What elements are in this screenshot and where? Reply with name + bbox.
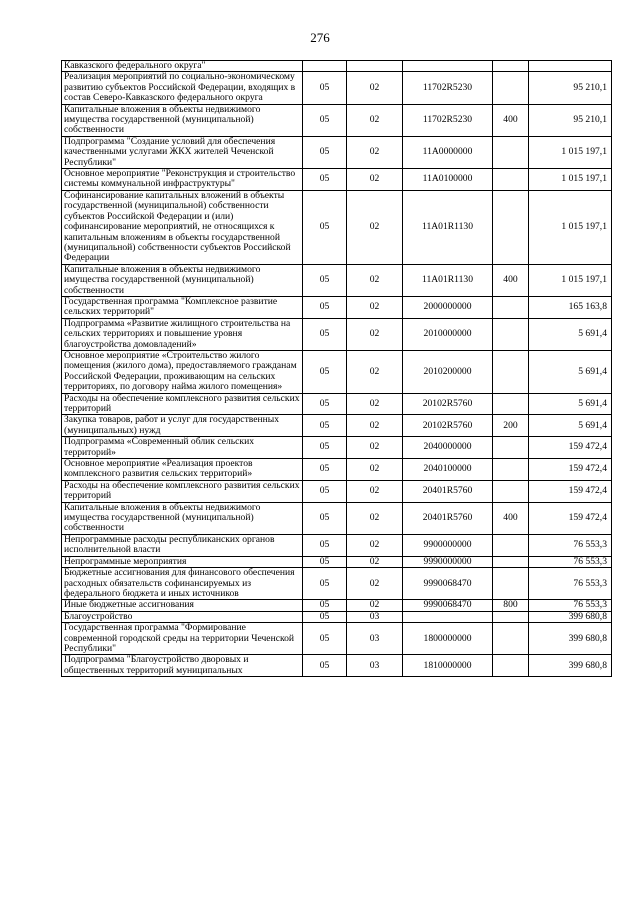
section-code-cell: 05 [303, 350, 347, 393]
table-row [62, 415, 612, 437]
section-code-cell: 05 [303, 600, 347, 611]
section-code-cell: 05 [303, 556, 347, 567]
target-article-cell: 11А0000000 [403, 136, 493, 168]
amount-cell: 399 680,8 [529, 623, 612, 655]
row-name-cell: Подпрограмма «Современный облик сельских территорий» [62, 437, 303, 459]
target-article-cell: 2010000000 [403, 318, 493, 350]
expense-type-cell: 400 [493, 502, 529, 534]
target-article-cell: 1810000000 [403, 655, 493, 677]
target-article-cell: 20102R5760 [403, 393, 493, 415]
table-row [62, 556, 612, 567]
expense-type-cell [493, 318, 529, 350]
row-name-cell: Подпрограмма "Благоустройство дворовых и общественных территорий муниципальных [62, 655, 303, 677]
section-code-cell [303, 61, 347, 72]
subsection-code-cell: 02 [347, 502, 403, 534]
section-code-cell: 05 [303, 623, 347, 655]
section-code-cell: 05 [303, 264, 347, 296]
amount-cell: 399 680,8 [529, 611, 612, 622]
expense-type-cell [493, 169, 529, 191]
row-name-cell: Расходы на обеспечение комплексного развития сельских территорий [62, 393, 303, 415]
amount-cell: 1 015 197,1 [529, 190, 612, 264]
section-code-cell: 05 [303, 480, 347, 502]
table-row [62, 104, 612, 136]
target-article-cell: 20102R5760 [403, 415, 493, 437]
amount-cell: 1 015 197,1 [529, 264, 612, 296]
amount-cell: 159 472,4 [529, 502, 612, 534]
row-name-cell: Подпрограмма "Создание условий для обеспечения качественными услугами ЖКХ жителей Чеченской Республики" [62, 136, 303, 168]
section-code-cell: 05 [303, 296, 347, 318]
section-code-cell: 05 [303, 393, 347, 415]
expense-type-cell [493, 350, 529, 393]
table-row [62, 568, 612, 600]
expense-type-cell [493, 393, 529, 415]
row-name-cell: Софинансирование капитальных вложений в объекты государственной (муниципальной) собственности субъектов Российской Федерации и (или) софинансирование мероприятий, не относящихся к капитальным вложениям в объекты государственной (муниципальной) собственности субъектов Российской Федерации [62, 190, 303, 264]
subsection-code-cell: 02 [347, 437, 403, 459]
table-row [62, 534, 612, 556]
section-code-cell: 05 [303, 72, 347, 104]
amount-cell: 1 015 197,1 [529, 136, 612, 168]
subsection-code-cell: 03 [347, 623, 403, 655]
target-article-cell: 11А01R1130 [403, 190, 493, 264]
amount-cell: 399 680,8 [529, 655, 612, 677]
row-name-cell: Основное мероприятие "Реконструкция и строительство системы коммунальной инфраструктуры" [62, 169, 303, 191]
row-name-cell: Бюджетные ассигнования для финансового обеспечения расходных обязательств софинансируемых из федерального бюджета и иных источников [62, 568, 303, 600]
section-code-cell: 05 [303, 568, 347, 600]
row-name-cell: Подпрограмма «Развитие жилищного строительства на сельских территориях и повышение уровня благоустройства домовладений» [62, 318, 303, 350]
expense-type-cell [493, 655, 529, 677]
row-name-cell: Иные бюджетные ассигнования [62, 600, 303, 611]
section-code-cell: 05 [303, 169, 347, 191]
expense-type-cell [493, 556, 529, 567]
amount-cell: 95 210,1 [529, 72, 612, 104]
expense-type-cell [493, 61, 529, 72]
target-article-cell: 20401R5760 [403, 502, 493, 534]
amount-cell: 76 553,3 [529, 534, 612, 556]
section-code-cell: 05 [303, 611, 347, 622]
table-row [62, 437, 612, 459]
section-code-cell: 05 [303, 318, 347, 350]
subsection-code-cell: 02 [347, 318, 403, 350]
subsection-code-cell: 02 [347, 600, 403, 611]
target-article-cell: 1800000000 [403, 623, 493, 655]
amount-cell: 159 472,4 [529, 437, 612, 459]
row-name-cell: Непрограммные расходы республиканских органов исполнительной власти [62, 534, 303, 556]
subsection-code-cell: 02 [347, 459, 403, 481]
subsection-code-cell: 02 [347, 264, 403, 296]
target-article-cell: 11А0100000 [403, 169, 493, 191]
amount-cell: 5 691,4 [529, 350, 612, 393]
target-article-cell [403, 61, 493, 72]
row-name-cell: Закупка товаров, работ и услуг для государственных (муниципальных) нужд [62, 415, 303, 437]
row-name-cell: Расходы на обеспечение комплексного развития сельских территорий [62, 480, 303, 502]
target-article-cell: 9900000000 [403, 534, 493, 556]
table-row [62, 623, 612, 655]
row-name-cell: Капитальные вложения в объекты недвижимого имущества государственной (муниципальной) собственности [62, 104, 303, 136]
expense-type-cell [493, 459, 529, 481]
section-code-cell: 05 [303, 104, 347, 136]
target-article-cell [403, 611, 493, 622]
amount-cell: 5 691,4 [529, 393, 612, 415]
table-row [62, 459, 612, 481]
table-row [62, 190, 612, 264]
table-row [62, 350, 612, 393]
amount-cell: 76 553,3 [529, 568, 612, 600]
table-row [62, 296, 612, 318]
expense-type-cell [493, 437, 529, 459]
amount-cell: 76 553,3 [529, 600, 612, 611]
expense-type-cell [493, 296, 529, 318]
target-article-cell: 11А01R1130 [403, 264, 493, 296]
row-name-cell: Основное мероприятие «Строительство жилого помещения (жилого дома), предоставляемого гражданам Российской Федерации, проживающим на сельских территориях, по договору найма жилого помещения» [62, 350, 303, 393]
target-article-cell: 20401R5760 [403, 480, 493, 502]
row-name-cell: Капитальные вложения в объекты недвижимого имущества государственной (муниципальной) собственности [62, 264, 303, 296]
target-article-cell: 9990000000 [403, 556, 493, 567]
section-code-cell: 05 [303, 655, 347, 677]
table-row [62, 480, 612, 502]
amount-cell [529, 61, 612, 72]
subsection-code-cell: 02 [347, 534, 403, 556]
row-name-cell: Непрограммные мероприятия [62, 556, 303, 567]
subsection-code-cell: 02 [347, 350, 403, 393]
expense-type-cell [493, 190, 529, 264]
target-article-cell: 11702R5230 [403, 72, 493, 104]
target-article-cell: 2040100000 [403, 459, 493, 481]
table-row [62, 264, 612, 296]
row-name-cell: Государственная программа "Комплексное развитие сельских территорий" [62, 296, 303, 318]
table-row [62, 318, 612, 350]
expense-type-cell [493, 611, 529, 622]
section-code-cell: 05 [303, 415, 347, 437]
subsection-code-cell: 02 [347, 136, 403, 168]
table-row [62, 61, 612, 72]
section-code-cell: 05 [303, 190, 347, 264]
subsection-code-cell: 02 [347, 190, 403, 264]
budget-table-body [62, 61, 612, 677]
table-row [62, 655, 612, 677]
table-row [62, 136, 612, 168]
table-row [62, 502, 612, 534]
target-article-cell: 2040000000 [403, 437, 493, 459]
expense-type-cell [493, 568, 529, 600]
target-article-cell: 2010200000 [403, 350, 493, 393]
subsection-code-cell: 02 [347, 393, 403, 415]
amount-cell: 159 472,4 [529, 480, 612, 502]
section-code-cell: 05 [303, 459, 347, 481]
section-code-cell: 05 [303, 136, 347, 168]
expense-type-cell: 400 [493, 264, 529, 296]
subsection-code-cell: 02 [347, 72, 403, 104]
row-name-cell: Кавказского федерального округа" [62, 61, 303, 72]
subsection-code-cell: 02 [347, 296, 403, 318]
subsection-code-cell: 02 [347, 480, 403, 502]
subsection-code-cell: 02 [347, 415, 403, 437]
expense-type-cell: 400 [493, 104, 529, 136]
expense-type-cell [493, 534, 529, 556]
target-article-cell: 11702R5230 [403, 104, 493, 136]
amount-cell: 95 210,1 [529, 104, 612, 136]
page-number: 276 [310, 30, 330, 45]
subsection-code-cell: 03 [347, 655, 403, 677]
subsection-code-cell: 02 [347, 104, 403, 136]
subsection-code-cell: 02 [347, 169, 403, 191]
amount-cell: 5 691,4 [529, 415, 612, 437]
subsection-code-cell: 03 [347, 611, 403, 622]
expense-type-cell [493, 136, 529, 168]
table-row [62, 72, 612, 104]
target-article-cell: 9990068470 [403, 568, 493, 600]
section-code-cell: 05 [303, 437, 347, 459]
table-row [62, 611, 612, 622]
row-name-cell: Основное мероприятие «Реализация проектов комплексного развития сельских территорий» [62, 459, 303, 481]
target-article-cell: 9990068470 [403, 600, 493, 611]
expense-type-cell [493, 480, 529, 502]
table-row [62, 393, 612, 415]
subsection-code-cell [347, 61, 403, 72]
expense-type-cell: 800 [493, 600, 529, 611]
amount-cell: 1 015 197,1 [529, 169, 612, 191]
row-name-cell: Благоустройство [62, 611, 303, 622]
table-row [62, 600, 612, 611]
amount-cell: 165 163,8 [529, 296, 612, 318]
amount-cell: 159 472,4 [529, 459, 612, 481]
budget-table [61, 60, 612, 677]
amount-cell: 76 553,3 [529, 556, 612, 567]
subsection-code-cell: 02 [347, 568, 403, 600]
row-name-cell: Реализация мероприятий по социально-экономическому развитию субъектов Российской Федерации, входящих в состав Северо-Кавказского федерального округа [62, 72, 303, 104]
section-code-cell: 05 [303, 502, 347, 534]
expense-type-cell: 200 [493, 415, 529, 437]
amount-cell: 5 691,4 [529, 318, 612, 350]
subsection-code-cell: 02 [347, 556, 403, 567]
target-article-cell: 2000000000 [403, 296, 493, 318]
section-code-cell: 05 [303, 534, 347, 556]
table-row [62, 169, 612, 191]
expense-type-cell [493, 623, 529, 655]
row-name-cell: Капитальные вложения в объекты недвижимого имущества государственной (муниципальной) собственности [62, 502, 303, 534]
row-name-cell: Государственная программа "Формирование современной городской среды на территории Чеченской Республики" [62, 623, 303, 655]
expense-type-cell [493, 72, 529, 104]
